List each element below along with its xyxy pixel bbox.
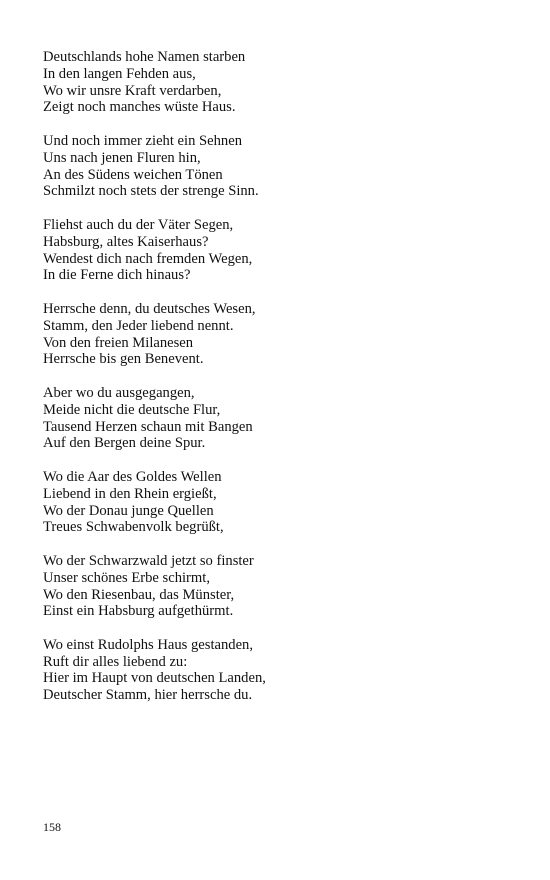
stanza-6: [43, 469, 523, 536]
poem-line: In den langen Fehden aus,: [43, 65, 196, 82]
poem-line: Wo den Riesenbau, das Münster,: [43, 586, 235, 603]
poem-line: Schmilzt noch stets der strenge Sinn.: [43, 183, 259, 200]
poem-line: Habsburg, altes Kaiserhaus?: [43, 233, 209, 250]
poem-line: Fliehst auch du der Väter Segen,: [43, 216, 234, 233]
poem-line: An des Südens weichen Tönen: [43, 166, 223, 183]
poem-line: Wo einst Rudolphs Haus gestanden,: [43, 636, 254, 653]
poem-line: Wo der Donau junge Quellen: [43, 502, 214, 519]
poem-line: Hier im Haupt von deutschen Landen,: [43, 670, 266, 687]
poem-line: Tausend Herzen schaun mit Bangen: [43, 418, 253, 435]
poem-line: Herrsche bis gen Benevent.: [43, 351, 204, 368]
stanza-4: [43, 301, 523, 368]
poem-line: Einst ein Habsburg aufgethürmt.: [43, 603, 234, 620]
poem-line: Deutschlands hohe Namen starben: [43, 49, 246, 65]
page-number: 158: [43, 820, 61, 834]
poem-line: Wo der Schwarzwald jetzt so finster: [43, 552, 254, 569]
poem-line: Wendest dich nach fremden Wegen,: [43, 250, 253, 267]
poem-line: Ruft dir alles liebend zu:: [43, 653, 188, 670]
poem-line: Liebend in den Rhein ergießt,: [43, 485, 217, 502]
poem-line: Deutscher Stamm, hier herrsche du.: [43, 687, 253, 704]
poem-line: Treues Schwabenvolk begrüßt,: [43, 519, 224, 536]
poem-line: Wo die Aar des Goldes Wellen: [43, 468, 222, 485]
poem-line: Aber wo du ausgegangen,: [43, 384, 195, 401]
poem-line: Zeigt noch manches wüste Haus.: [43, 99, 236, 116]
stanza-5: [43, 385, 523, 452]
stanza-3: [43, 217, 523, 284]
poem-line: Von den freien Milanesen: [43, 334, 194, 351]
stanza-8: [43, 637, 523, 704]
stanza-1: [43, 49, 523, 116]
poem-line: Und noch immer zieht ein Sehnen: [43, 132, 242, 149]
poem-line: Unser schönes Erbe schirmt,: [43, 569, 210, 586]
poem-line: Herrsche denn, du deutsches Wesen,: [43, 300, 256, 317]
stanza-7: [43, 553, 523, 620]
poem-body: [43, 49, 523, 721]
stanza-2: [43, 133, 523, 200]
poem-line: Uns nach jenen Fluren hin,: [43, 149, 201, 166]
poem-line: Auf den Bergen deine Spur.: [43, 435, 206, 452]
poem-line: Wo wir unsre Kraft verdarben,: [43, 82, 222, 99]
poem-line: Meide nicht die deutsche Flur,: [43, 401, 221, 418]
poem-line: Stamm, den Jeder liebend nennt.: [43, 317, 234, 334]
poem-line: In die Ferne dich hinaus?: [43, 267, 191, 284]
